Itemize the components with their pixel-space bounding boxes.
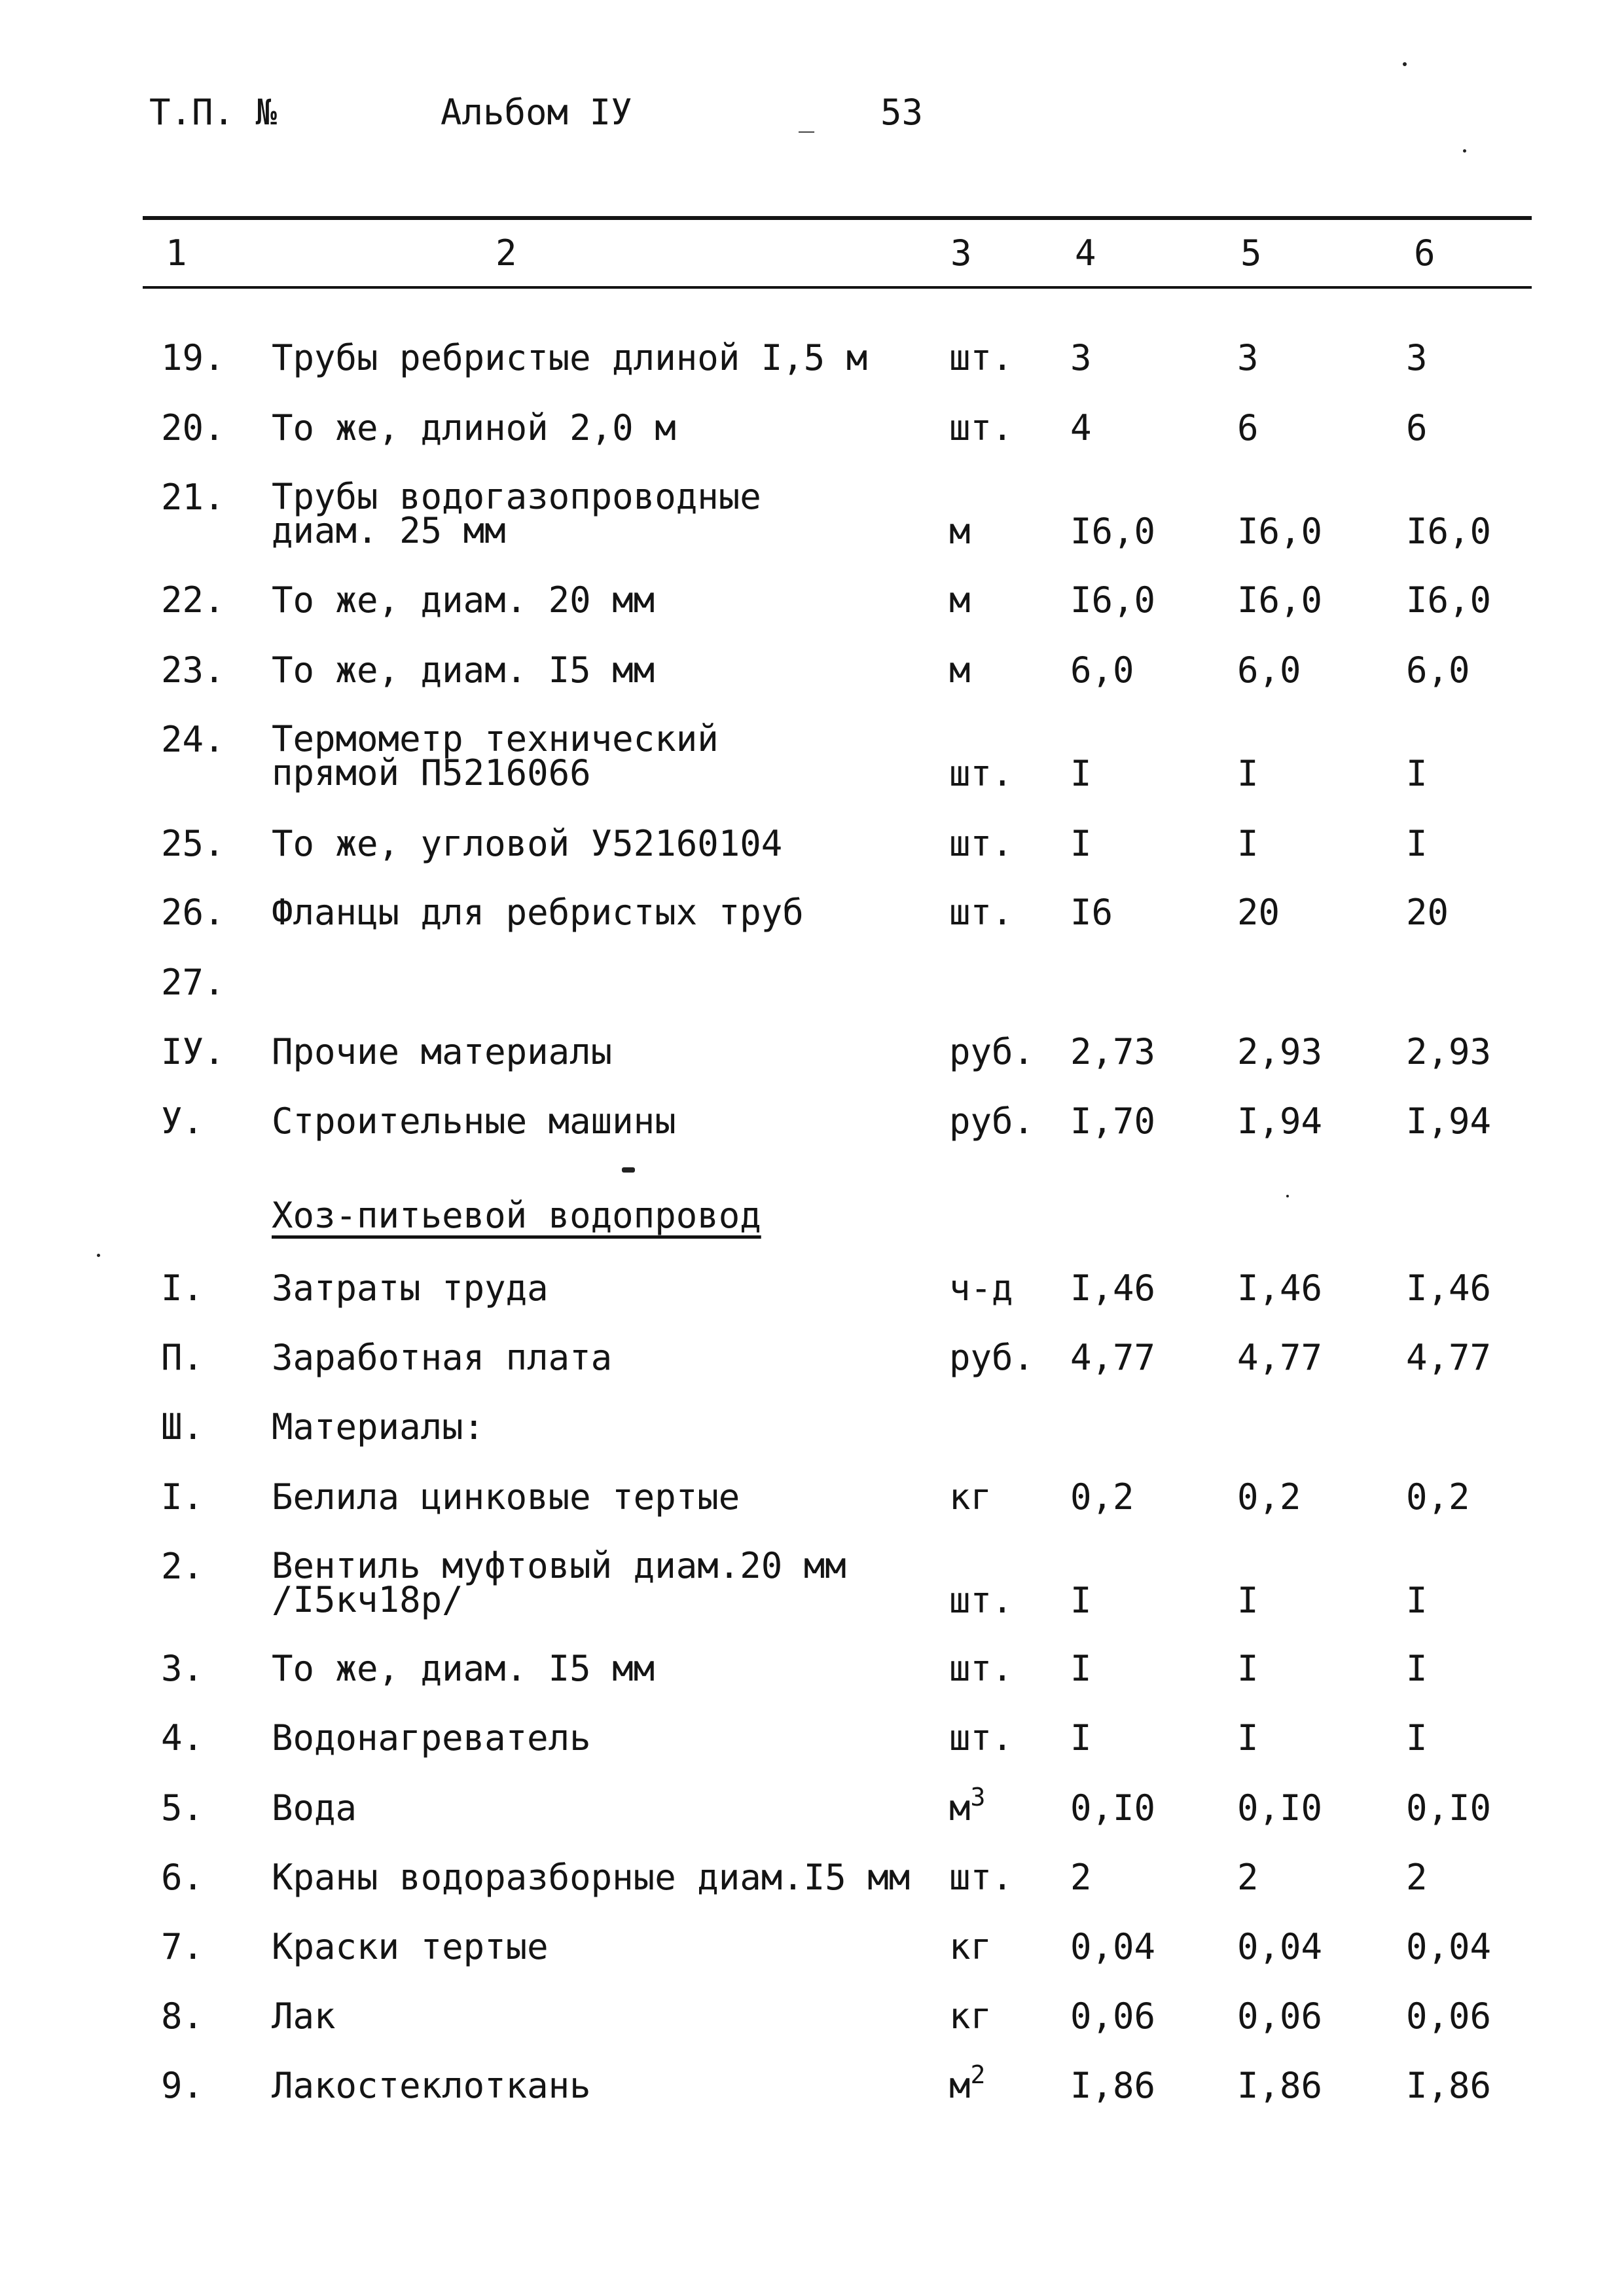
unit: шт. [949,892,1013,933]
unit-superscript: 2 [970,2060,986,2089]
unit: м [949,579,971,621]
unit: руб. [949,1337,1035,1378]
scan-speck [622,1167,635,1173]
value-col-4: I [1070,753,1092,794]
value-col-4: 3 [1070,337,1092,378]
value-col-5: I [1237,1717,1259,1758]
item-name: Краны водоразборные диам.I5 мм [272,1857,911,1898]
row-number: I. [161,1476,204,1518]
item-name: То же, диам. I5 мм [272,649,655,691]
table-row [0,337,1624,393]
value-col-6: I,46 [1406,1267,1492,1309]
value-col-4: I6 [1070,892,1113,933]
table-row [0,1926,1624,1982]
value-col-5: 2,93 [1237,1031,1323,1072]
value-col-6: I [1406,1580,1428,1621]
table-header-rule [143,286,1532,289]
value-col-4: I,70 [1070,1101,1156,1142]
value-col-6: 6,0 [1406,649,1470,691]
unit: ч-д [949,1267,1013,1309]
table-row [0,579,1624,635]
item-name: То же, длиной 2,0 м [272,407,676,448]
value-col-4: I,46 [1070,1267,1156,1309]
row-number: I. [161,1267,204,1309]
value-col-4: I [1070,1580,1092,1621]
table-row [0,1783,1624,1843]
table-row [0,1648,1624,1704]
scan-speck [97,1254,100,1257]
unit: кг [949,1926,992,1967]
unit-superscript: 3 [970,1783,986,1812]
header-tp: Т.П. № [149,92,278,133]
unit-text: м [949,2065,971,2106]
item-name: Заработная плата [272,1337,613,1378]
table-row [0,1406,1624,1462]
value-col-5: I [1237,753,1259,794]
value-col-4: I,86 [1070,2065,1156,2106]
table-row [0,1337,1624,1393]
value-col-6: I [1406,1717,1428,1758]
unit: кг [949,1476,992,1518]
column-header-5: 5 [1240,232,1262,274]
value-col-4: I [1070,1648,1092,1689]
value-col-5: I,46 [1237,1267,1323,1309]
scan-speck [1463,149,1466,153]
row-number: 24. [161,719,225,760]
item-name: То же, угловой У52160104 [272,823,783,864]
row-number: 9. [161,2065,204,2106]
row-number: 4. [161,1717,204,1758]
value-col-4: 2 [1070,1857,1092,1898]
value-col-6: I [1406,753,1428,794]
value-col-5: I [1237,1648,1259,1689]
value-col-6: 0,I0 [1406,1787,1492,1829]
value-col-4: I6,0 [1070,511,1156,552]
unit: шт. [949,337,1013,378]
item-name: Белила цинковые тертые [272,1476,740,1518]
value-col-6: I [1406,1648,1428,1689]
row-number: 26. [161,892,225,933]
value-col-4: I [1070,1717,1092,1758]
table-row [0,1545,1624,1621]
item-name: Вентиль муфтовый диам.20 мм /I5кч18р/ [272,1545,846,1620]
item-name: Лакостеклоткань [272,2065,591,2106]
row-number: Ш. [161,1406,204,1448]
value-col-4: 0,04 [1070,1926,1156,1967]
table-row [0,718,1624,794]
table-row [0,1857,1624,1912]
unit: м [949,511,971,552]
row-number: П. [161,1337,204,1378]
value-col-4: 4 [1070,407,1092,448]
item-name: Строительные машины [272,1101,676,1142]
unit-text: м [949,1787,971,1829]
value-col-5: 0,04 [1237,1926,1323,1967]
row-number: 23. [161,649,225,691]
item-name: То же, диам. 20 мм [272,579,655,621]
item-name: Вода [272,1787,357,1829]
value-col-5: 6 [1237,407,1259,448]
value-col-5: 0,I0 [1237,1787,1323,1829]
row-number: 3. [161,1648,204,1689]
item-name: Затраты труда [272,1267,549,1309]
item-name: Фланцы для ребристых труб [272,892,804,933]
value-col-6: 6 [1406,407,1428,448]
item-name: Трубы ребристые длиной I,5 м [272,337,868,378]
row-number: 7. [161,1926,204,1967]
table-row [0,476,1624,552]
value-col-4: I [1070,823,1092,864]
table-row [0,1031,1624,1087]
unit: шт. [949,1648,1013,1689]
value-col-6: 3 [1406,337,1428,378]
value-col-5: I [1237,1580,1259,1621]
value-col-5: I6,0 [1237,511,1323,552]
item-name: Краски тертые [272,1926,549,1967]
item-name: Материалы: [272,1406,485,1448]
value-col-5: 0,2 [1237,1476,1301,1518]
unit: руб. [949,1101,1035,1142]
column-header-1: 1 [166,232,187,274]
unit: шт. [949,753,1013,794]
table-row [0,2060,1624,2121]
unit: кг [949,1995,992,2037]
value-col-5: 20 [1237,892,1280,933]
item-name: Прочие материалы [272,1031,613,1072]
row-number: У. [161,1101,204,1142]
header-album: Альбом IУ [441,92,632,133]
scan-speck [1403,62,1407,66]
value-col-6: 0,06 [1406,1995,1492,2037]
row-number: 19. [161,337,225,378]
unit: шт. [949,1580,1013,1621]
value-col-6: 0,04 [1406,1926,1492,1967]
section-title: Хоз-питьевой водопровод [272,1195,761,1236]
table-row [0,892,1624,947]
value-col-4: 6,0 [1070,649,1134,691]
row-number: 21. [161,477,225,518]
value-col-6: I,86 [1406,2065,1492,2106]
value-col-4: 2,73 [1070,1031,1156,1072]
value-col-5: 4,77 [1237,1337,1323,1378]
item-name: Лак [272,1995,336,2037]
row-number: 5. [161,1787,204,1829]
unit [949,2060,986,2106]
page-number: 53 [880,92,924,133]
value-col-5: 3 [1237,337,1259,378]
value-col-5: I6,0 [1237,579,1323,621]
row-number: 20. [161,407,225,448]
table-row [0,1476,1624,1532]
scan-speck [1286,1195,1289,1197]
table-row [0,1995,1624,2051]
row-number: 6. [161,1857,204,1898]
table-row [0,1101,1624,1156]
value-col-4: 4,77 [1070,1337,1156,1378]
value-col-5: I,94 [1237,1101,1323,1142]
row-number: 25. [161,823,225,864]
header-dash: _ [799,103,815,133]
value-col-6: 20 [1406,892,1449,933]
table-row [0,1267,1624,1323]
value-col-5: 2 [1237,1857,1259,1898]
value-col-6: I [1406,823,1428,864]
unit: шт. [949,823,1013,864]
table-row [0,649,1624,705]
row-number: 2. [161,1546,204,1587]
row-number: 22. [161,579,225,621]
value-col-6: 4,77 [1406,1337,1492,1378]
value-col-6: 2,93 [1406,1031,1492,1072]
item-name: То же, диам. I5 мм [272,1648,655,1689]
column-header-2: 2 [496,232,517,274]
table-row [0,1717,1624,1773]
value-col-5: 6,0 [1237,649,1301,691]
unit: шт. [949,1717,1013,1758]
value-col-6: 0,2 [1406,1476,1470,1518]
row-number: 27. [161,962,225,1003]
table-row [0,823,1624,879]
value-col-5: I [1237,823,1259,864]
column-header-4: 4 [1075,232,1096,274]
item-name: Термометр технический прямой П5216066 [272,718,719,793]
value-col-4: 0,06 [1070,1995,1156,2037]
value-col-4: 0,2 [1070,1476,1134,1518]
unit: м [949,649,971,691]
unit: шт. [949,1857,1013,1898]
value-col-5: 0,06 [1237,1995,1323,2037]
value-col-6: I,94 [1406,1101,1492,1142]
column-header-6: 6 [1414,232,1435,274]
unit: руб. [949,1031,1035,1072]
value-col-4: I6,0 [1070,579,1156,621]
value-col-6: 2 [1406,1857,1428,1898]
unit: шт. [949,407,1013,448]
table-row [0,407,1624,463]
unit [949,1783,986,1829]
item-name: Трубы водогазопроводные диам. 25 мм [272,476,761,551]
value-col-6: I6,0 [1406,511,1492,552]
row-number: IУ. [161,1031,225,1072]
value-col-5: I,86 [1237,2065,1323,2106]
table-row [0,962,1624,1017]
row-number: 8. [161,1995,204,2037]
table-top-rule [143,216,1532,220]
column-header-3: 3 [950,232,972,274]
value-col-4: 0,I0 [1070,1787,1156,1829]
item-name: Водонагреватель [272,1717,591,1758]
value-col-6: I6,0 [1406,579,1492,621]
